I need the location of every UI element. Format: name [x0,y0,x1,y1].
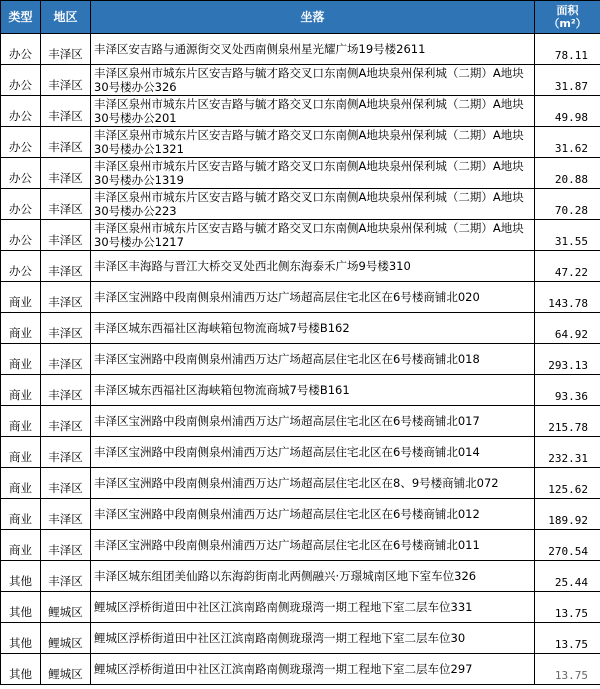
table-row [1,437,600,468]
table-row [1,654,600,685]
cell-type: 商业 [1,530,41,561]
cell-type: 商业 [1,437,41,468]
cell-area: 47.22 [535,251,600,282]
table-row [1,251,600,282]
cell-district: 丰泽区 [41,127,91,158]
cell-type: 办公 [1,158,41,189]
cell-district: 丰泽区 [41,34,91,65]
cell-district: 丰泽区 [41,406,91,437]
cell-district: 丰泽区 [41,96,91,127]
cell-address: 丰泽区宝洲路中段南侧泉州浦西万达广场超高层住宅北区在8、9号楼商铺北072 [91,468,535,499]
table-row [1,158,600,189]
header-type: 类型 [1,1,41,34]
cell-type: 其他 [1,592,41,623]
cell-district: 丰泽区 [41,220,91,251]
cell-area: 93.36 [535,375,600,406]
cell-area: 293.13 [535,344,600,375]
cell-type: 办公 [1,96,41,127]
cell-area: 13.75 [535,654,600,685]
cell-area: 70.28 [535,189,600,220]
table-row [1,530,600,561]
cell-district: 丰泽区 [41,251,91,282]
cell-district: 丰泽区 [41,282,91,313]
header-address: 坐落 [91,1,535,34]
cell-district: 丰泽区 [41,344,91,375]
cell-address: 丰泽区泉州市城东片区安吉路与毓才路交叉口东南侧A地块泉州保利城（二期）A地块30号楼办公1321 [91,127,535,158]
cell-type: 商业 [1,282,41,313]
cell-district: 鲤城区 [41,654,91,685]
cell-district: 丰泽区 [41,375,91,406]
cell-area: 25.44 [535,561,600,592]
cell-area: 31.87 [535,65,600,96]
cell-district: 鲤城区 [41,592,91,623]
header-area-label: 面积 [556,4,579,17]
cell-type: 办公 [1,251,41,282]
cell-type: 商业 [1,344,41,375]
table-header [1,1,600,34]
cell-address: 丰泽区泉州市城东片区安吉路与毓才路交叉口东南侧A地块泉州保利城（二期）A地块30号楼办公1319 [91,158,535,189]
cell-address: 丰泽区泉州市城东片区安吉路与毓才路交叉口东南侧A地块泉州保利城（二期）A地块30号楼办公1217 [91,220,535,251]
cell-area: 125.62 [535,468,600,499]
cell-address: 鲤城区浮桥街道田中社区江滨南路南侧珑璟湾一期工程地下室二层车位30 [91,623,535,654]
cell-address: 丰泽区宝洲路中段南侧泉州浦西万达广场超高层住宅北区在6号楼商铺北011 [91,530,535,561]
table-row [1,313,600,344]
table-row [1,592,600,623]
cell-address: 丰泽区城东西福社区海峡箱包物流商城7号楼B162 [91,313,535,344]
table-row [1,282,600,313]
cell-type: 商业 [1,499,41,530]
header-area [535,1,600,34]
cell-address: 丰泽区丰海路与晋江大桥交叉处西北侧东海泰禾广场9号楼310 [91,251,535,282]
cell-type: 商业 [1,468,41,499]
cell-type: 办公 [1,127,41,158]
cell-area: 189.92 [535,499,600,530]
table-row [1,96,600,127]
cell-address: 丰泽区泉州市城东片区安吉路与毓才路交叉口东南侧A地块泉州保利城（二期）A地块30号楼办公201 [91,96,535,127]
cell-district: 丰泽区 [41,189,91,220]
cell-address: 鲤城区浮桥街道田中社区江滨南路南侧珑璟湾一期工程地下室二层车位331 [91,592,535,623]
cell-type: 其他 [1,561,41,592]
cell-address: 丰泽区宝洲路中段南侧泉州浦西万达广场超高层住宅北区在6号楼商铺北014 [91,437,535,468]
cell-district: 丰泽区 [41,530,91,561]
table-row [1,561,600,592]
cell-area: 20.88 [535,158,600,189]
table-row [1,344,600,375]
cell-area: 215.78 [535,406,600,437]
table-row [1,623,600,654]
cell-district: 丰泽区 [41,65,91,96]
cell-district: 丰泽区 [41,437,91,468]
cell-address: 丰泽区宝洲路中段南侧泉州浦西万达广场超高层住宅北区在6号楼商铺北020 [91,282,535,313]
cell-area: 270.54 [535,530,600,561]
table-row [1,468,600,499]
cell-type: 其他 [1,654,41,685]
cell-address: 丰泽区宝洲路中段南侧泉州浦西万达广场超高层住宅北区在6号楼商铺北012 [91,499,535,530]
table-body [1,34,600,685]
cell-area: 49.98 [535,96,600,127]
table-row [1,34,600,65]
cell-type: 办公 [1,65,41,96]
cell-address: 丰泽区宝洲路中段南侧泉州浦西万达广场超高层住宅北区在6号楼商铺北017 [91,406,535,437]
cell-district: 丰泽区 [41,499,91,530]
cell-district: 鲤城区 [41,623,91,654]
cell-address: 丰泽区泉州市城东片区安吉路与毓才路交叉口东南侧A地块泉州保利城（二期）A地块30号楼办公223 [91,189,535,220]
cell-area: 13.75 [535,592,600,623]
cell-address: 丰泽区城东组团美仙路以东海韵街南北两侧融兴·万璟城南区地下室车位326 [91,561,535,592]
table-row [1,65,600,96]
cell-address: 丰泽区泉州市城东片区安吉路与毓才路交叉口东南侧A地块泉州保利城（二期）A地块30号楼办公326 [91,65,535,96]
cell-address: 丰泽区宝洲路中段南侧泉州浦西万达广场超高层住宅北区在6号楼商铺北018 [91,344,535,375]
cell-address: 丰泽区城东西福社区海峡箱包物流商城7号楼B161 [91,375,535,406]
header-district: 地区 [41,1,91,34]
table-row [1,499,600,530]
cell-type: 办公 [1,34,41,65]
cell-address: 鲤城区浮桥街道田中社区江滨南路南侧珑璟湾一期工程地下室二层车位297 [91,654,535,685]
cell-address: 丰泽区安吉路与通源街交叉处西南侧泉州星光耀广场19号楼2611 [91,34,535,65]
table-row [1,375,600,406]
cell-type: 办公 [1,220,41,251]
cell-district: 丰泽区 [41,313,91,344]
cell-area: 31.55 [535,220,600,251]
table-row [1,127,600,158]
cell-district: 丰泽区 [41,158,91,189]
cell-type: 办公 [1,189,41,220]
table-row [1,220,600,251]
cell-type: 商业 [1,313,41,344]
cell-type: 商业 [1,406,41,437]
table-row [1,406,600,437]
cell-type: 商业 [1,375,41,406]
cell-area: 64.92 [535,313,600,344]
cell-area: 232.31 [535,437,600,468]
cell-district: 丰泽区 [41,561,91,592]
table-row [1,189,600,220]
cell-type: 其他 [1,623,41,654]
cell-area: 31.62 [535,127,600,158]
cell-area: 143.78 [535,282,600,313]
cell-area: 78.11 [535,34,600,65]
cell-area: 13.75 [535,623,600,654]
header-area-unit: （m²） [548,17,587,30]
cell-district: 丰泽区 [41,468,91,499]
